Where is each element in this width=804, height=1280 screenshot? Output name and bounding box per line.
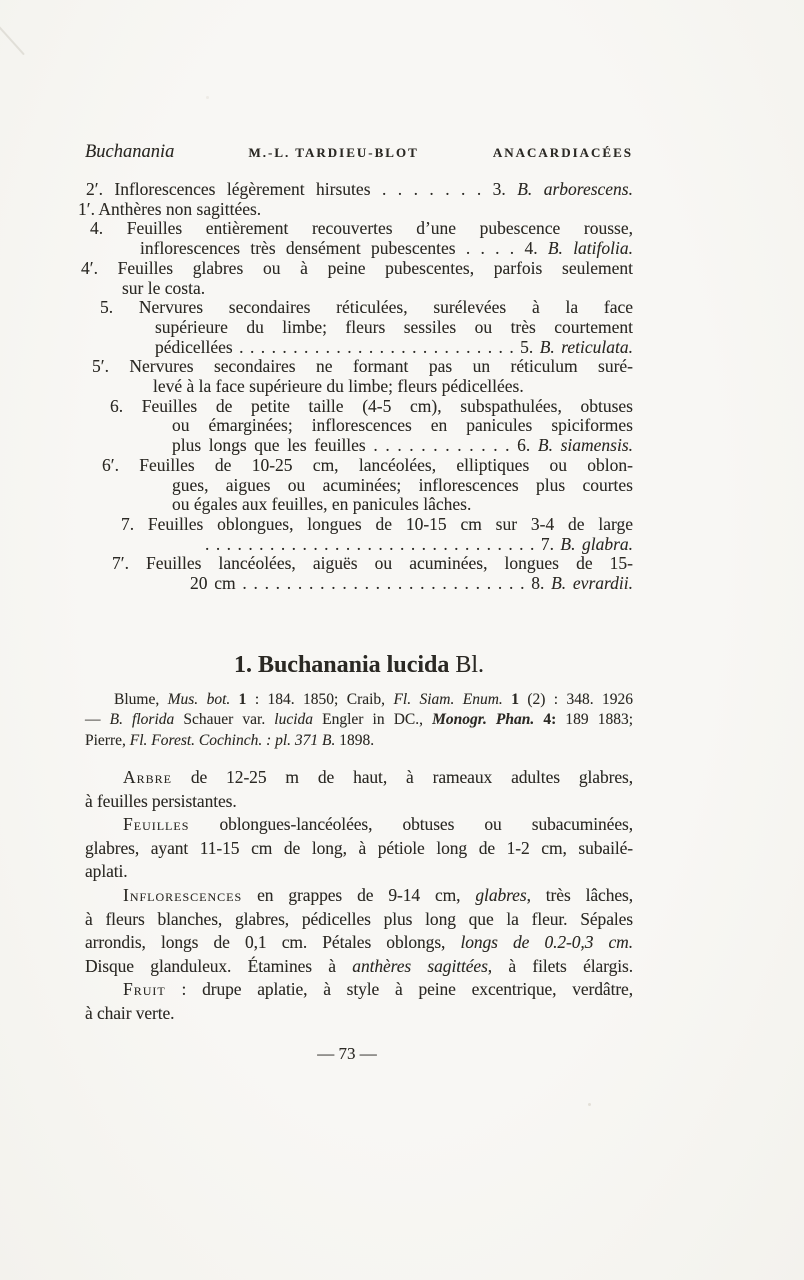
text-segment: anthères sagittées <box>352 955 488 976</box>
key-line <box>78 476 633 496</box>
running-header-family: ANACARDIACÉES <box>492 145 633 160</box>
text-segment: ou émarginées; inflorescences en panicules spiciformes <box>172 415 633 436</box>
key-line <box>78 180 633 200</box>
text-segment: plus longs que les feuilles . . . . . . . . . . . . <box>172 435 510 456</box>
text-segment: , très lâches, <box>526 884 634 905</box>
citation-paragraph <box>85 690 633 751</box>
key-line <box>78 574 633 594</box>
text-segment: 8. <box>524 573 552 594</box>
description-line <box>85 955 633 979</box>
text-segment: glabra. <box>581 533 634 554</box>
text-segment <box>503 691 511 708</box>
text-segment: 6. Feuilles de petite taille (4-5 cm), subspathulées, obtuses <box>110 395 633 416</box>
text-segment: ou égales aux feuilles, en panicules lâches. <box>172 494 472 515</box>
text-segment: 5. Nervures secondaires réticulées, surélevées à la face <box>100 297 633 318</box>
key-line <box>78 416 633 436</box>
description-line <box>85 837 633 861</box>
description-line <box>85 978 633 1002</box>
species-heading <box>85 650 633 680</box>
key-line <box>78 436 633 456</box>
text-segment: 4: <box>543 711 557 729</box>
text-segment: B. siamensis. <box>537 435 634 456</box>
text-segment: Blume, <box>114 691 168 708</box>
text-segment: B. latifolia. <box>547 238 633 259</box>
text-segment: pédicellées . . . . . . . . . . . . . . . . . . . . . . . . . . <box>155 336 514 357</box>
text-segment: , à filets élargis. <box>487 955 633 976</box>
text-segment: à chair verte. <box>85 1002 175 1023</box>
text-segment: 7′. Feuilles lancéolées, aiguës ou acuminées, longues de 15- <box>112 553 633 574</box>
text-segment: levé à la face supérieure du limbe; fleurs pédicellées. <box>153 376 524 397</box>
text-segment: B. florida <box>109 711 175 729</box>
text-segment: Fruit <box>123 979 166 1000</box>
description-line <box>85 908 633 932</box>
description-line <box>85 860 633 884</box>
description-line <box>85 766 633 790</box>
text-segment: Schauer var. <box>174 711 275 729</box>
text-segment: Disque glanduleux. Étamines à <box>85 955 353 976</box>
key-line <box>78 200 633 220</box>
running-header <box>85 142 633 163</box>
key-line <box>78 279 633 299</box>
text-segment: 7. <box>534 533 561 554</box>
text-segment: Feuilles <box>123 814 190 835</box>
text-segment: 1898. <box>335 731 375 749</box>
text-segment: longs de 0.2-0,3 cm. <box>460 932 633 953</box>
text-segment: 1 <box>238 691 247 708</box>
text-segment: 4′. Feuilles glabres ou à peine pubescentes, parfois seulement <box>81 257 633 278</box>
text-segment: : drupe aplatie, à style à peine excentrique, verdâtre, <box>165 979 633 1000</box>
citation-line <box>85 690 633 710</box>
text-segment: B. arborescens. <box>517 179 633 199</box>
text-segment: 3. <box>481 179 518 199</box>
scan-speck <box>206 96 209 99</box>
text-segment: 5. <box>513 336 540 357</box>
text-segment: Engler in DC., <box>313 711 433 729</box>
text-segment: . . . . . . . . . . . . . . . . . . . . . . . . . . . . . . . <box>205 533 535 554</box>
text-segment: Fl. Siam. Enum. <box>393 691 503 708</box>
text-segment: arrondis, longs de 0,1 cm. Pétales oblongs, <box>85 932 461 953</box>
text-segment: 1 <box>511 691 519 708</box>
description-line <box>85 931 633 955</box>
key-line <box>78 554 633 574</box>
description-line <box>85 1002 633 1026</box>
key-line <box>78 259 633 279</box>
text-segment: 6′. Feuilles de 10-25 cm, lancéolées, elliptiques ou oblon- <box>102 454 633 475</box>
key-line <box>78 495 633 515</box>
description-line <box>85 790 633 814</box>
key-line <box>78 535 633 555</box>
species-description <box>85 766 633 1026</box>
text-segment: B. <box>560 533 576 554</box>
key-line <box>78 298 633 318</box>
text-segment: Monogr. Phan. <box>432 711 535 729</box>
text-segment: lucida <box>274 711 314 729</box>
text-segment <box>534 711 543 728</box>
text-segment: de 12-25 m de haut, à rameaux adultes glabres, <box>171 767 633 787</box>
key-line <box>78 456 633 476</box>
dichotomous-key <box>78 180 633 594</box>
text-segment: oblongues-lancéolées, obtuses ou subacuminées, <box>189 814 633 835</box>
text-segment: B. evrardii. <box>551 573 634 594</box>
text-segment: à fleurs blanches, glabres, pédicelles plus long que la fleur. Sépales <box>85 908 633 929</box>
text-segment: 5′. Nervures secondaires ne formant pas un réticulum suré- <box>92 356 633 377</box>
text-segment: à feuilles persistantes. <box>85 790 237 811</box>
running-header-genus: Buchanania <box>85 142 175 162</box>
text-segment <box>230 691 238 708</box>
text-segment: 4. <box>514 238 548 259</box>
description-line <box>85 813 633 837</box>
running-header-author: M.-L. TARDIEU-BLOT <box>248 145 419 160</box>
key-line <box>78 397 633 417</box>
text-segment: — <box>85 711 110 729</box>
text-segment: 1′. Anthères non sagittées. <box>78 198 262 219</box>
text-segment: Pierre, <box>85 731 130 749</box>
key-line <box>78 515 633 535</box>
text-segment: 7. Feuilles oblongues, longues de 10-15 cm sur 3-4 de large <box>121 513 633 534</box>
key-line <box>78 239 633 259</box>
text-segment: Fl. Forest. Cochinch. : pl. 371 B. <box>129 731 336 749</box>
text-segment: B. reticulata. <box>539 336 634 357</box>
text-segment: en grappes de 9-14 cm, <box>242 884 476 905</box>
text-segment: gues, aigues ou acuminées; inflorescences plus courtes <box>172 474 633 495</box>
text-segment: Mus. bot. <box>167 691 231 708</box>
text-segment: sur le costa. <box>122 277 206 298</box>
text-segment: (2) : 348. 1926 <box>518 691 634 708</box>
species-heading-author: Bl. <box>449 652 485 678</box>
text-segment: 4. Feuilles entièrement recouvertes d’une pubescence rousse, <box>90 218 633 239</box>
text-segment: Inflorescences <box>123 884 243 905</box>
page-number: — 73 — <box>317 1044 377 1063</box>
key-line <box>78 219 633 239</box>
text-segment: supérieure du limbe; fleurs sessiles ou très courtement <box>155 316 633 337</box>
scan-crease-mark <box>0 18 25 55</box>
text-segment: : 184. 1850; Craib, <box>246 691 394 708</box>
species-heading-name: 1. Buchanania lucida <box>233 652 450 678</box>
key-line <box>78 338 633 358</box>
scan-speck <box>588 1103 591 1106</box>
text-segment: Arbre <box>123 767 172 787</box>
text-segment: 189 1883; <box>556 711 634 729</box>
text-segment: 2′. Inflorescences légèrement hirsutes . . . . . . . <box>86 179 482 199</box>
text-segment: aplati. <box>85 861 128 882</box>
description-line <box>85 884 633 908</box>
text-segment: inflorescences très densément pubescentes . . . . <box>140 238 515 259</box>
key-line <box>78 357 633 377</box>
citation-line <box>85 731 633 751</box>
text-segment: glabres, ayant 11-15 cm de long, à pétiole long de 1-2 cm, subailé- <box>85 837 633 858</box>
text-segment: 20 cm . . . . . . . . . . . . . . . . . . . . . . . . . . <box>190 573 525 594</box>
citation-line <box>85 710 633 730</box>
text-segment: glabres <box>475 884 527 905</box>
key-line <box>78 318 633 338</box>
key-line <box>78 377 633 397</box>
text-segment: 6. <box>509 435 538 456</box>
